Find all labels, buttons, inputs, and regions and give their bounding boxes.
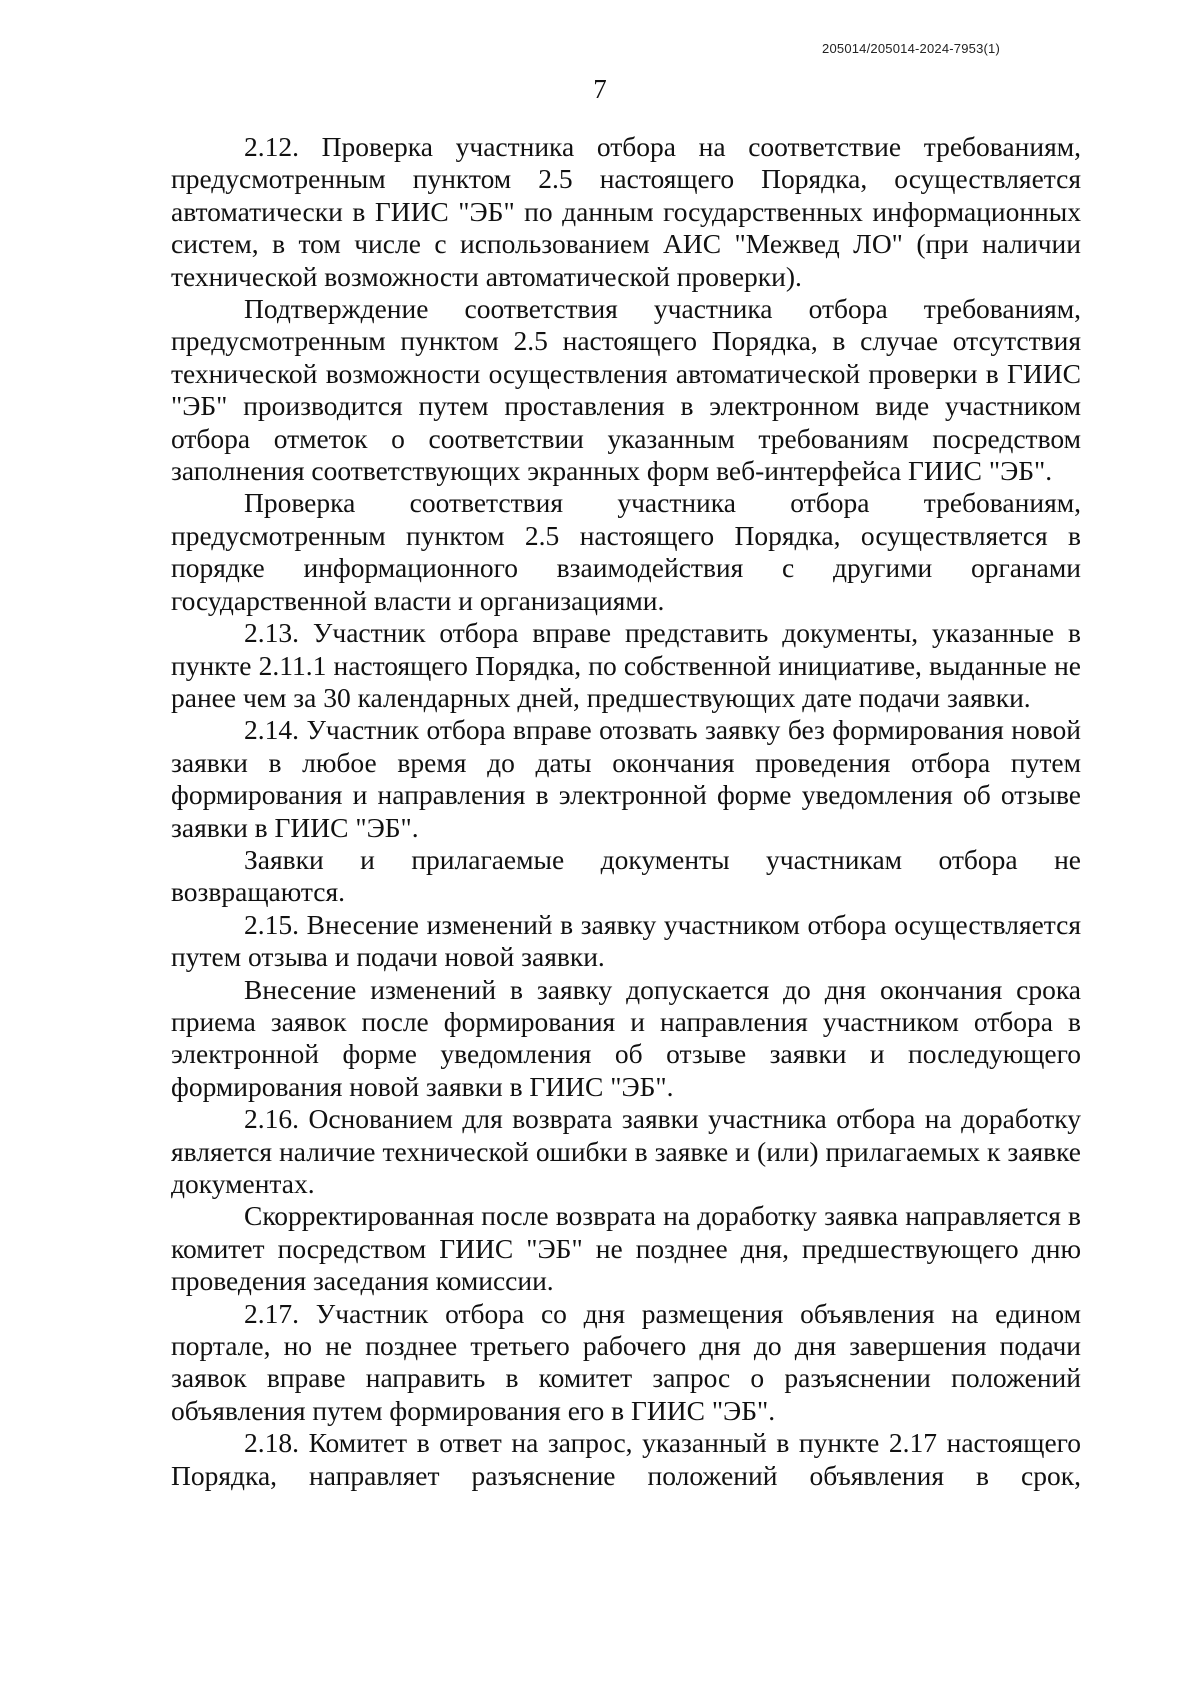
paragraph-2-14-documents: Заявки и прилагаемые документы участникам отбора не возвращаются. — [171, 843, 1081, 908]
paragraph-2-15: 2.15. Внесение изменений в заявку участником отбора осуществляется путем отзыва и подачи новой заявки. — [171, 908, 1081, 973]
document-id: 205014/205014-2024-7953(1) — [822, 41, 1000, 56]
paragraph-2-12: 2.12. Проверка участника отбора на соответствие требованиям, предусмотренным пунктом 2.5 настоящего Порядка, осуществляется автоматически в ГИИС "ЭБ" по данным государственных информационных систем, в том числе с использованием АИС "Межвед ЛО" (при наличии технической возможности автоматической проверки). — [171, 131, 1081, 292]
page-number: 7 — [593, 74, 607, 104]
paragraph-2-17: 2.17. Участник отбора со дня размещения объявления на едином портале, но не позднее третьего рабочего дня до дня завершения подачи заявок вправе направить в комитет запрос о разъяснении положений объявления путем формирования его в ГИИС "ЭБ". — [171, 1297, 1081, 1426]
paragraph-2-14: 2.14. Участник отбора вправе отозвать заявку без формирования новой заявки в любое время до даты окончания проведения отбора путем формирования и направления в электронной форме уведомления об отзыве заявки в ГИИС "ЭБ". — [171, 714, 1081, 843]
paragraph-2-13: 2.13. Участник отбора вправе представить документы, указанные в пункте 2.11.1 настоящего Порядка, по собственной инициативе, выданные не ранее чем за 30 календарных дней, предшествующих дате подачи заявки. — [171, 617, 1081, 713]
paragraph-2-18: 2.18. Комитет в ответ на запрос, указанный в пункте 2.17 настоящего Порядка, направляет разъяснение положений объявления в срок, — [171, 1427, 1081, 1491]
paragraph-2-12-verification: Проверка соответствия участника отбора требованиям, предусмотренным пунктом 2.5 настоящего Порядка, осуществляется в порядке информационного взаимодействия с другими органами государственной власти и организациями. — [171, 487, 1081, 616]
paragraph-2-16: 2.16. Основанием для возврата заявки участника отбора на доработку является наличие технической ошибки в заявке и (или) прилагаемых к заявке документах. — [171, 1103, 1081, 1199]
paragraph-2-15-changes: Внесение изменений в заявку допускается до дня окончания срока приема заявок после формирования и направления участником отбора в электронной форме уведомления об отзыве заявки и последующего формирования новой заявки в ГИИС "ЭБ". — [171, 973, 1081, 1102]
document-body — [171, 131, 1081, 1492]
paragraph-2-12-confirmation: Подтверждение соответствия участника отбора требованиям, предусмотренным пунктом 2.5 настоящего Порядка, в случае отсутствия технической возможности осуществления автоматической проверки в ГИИС "ЭБ" производится путем проставления в электронном виде участником отбора отметок о соответствии указанным требованиям посредством заполнения соответствующих экранных форм веб-интерфейса ГИИС "ЭБ". — [171, 293, 1081, 487]
paragraph-2-16-corrected: Скорректированная после возврата на доработку заявка направляется в комитет посредством ГИИС "ЭБ" не позднее дня, предшествующего дню проведения заседания комиссии. — [171, 1200, 1081, 1297]
